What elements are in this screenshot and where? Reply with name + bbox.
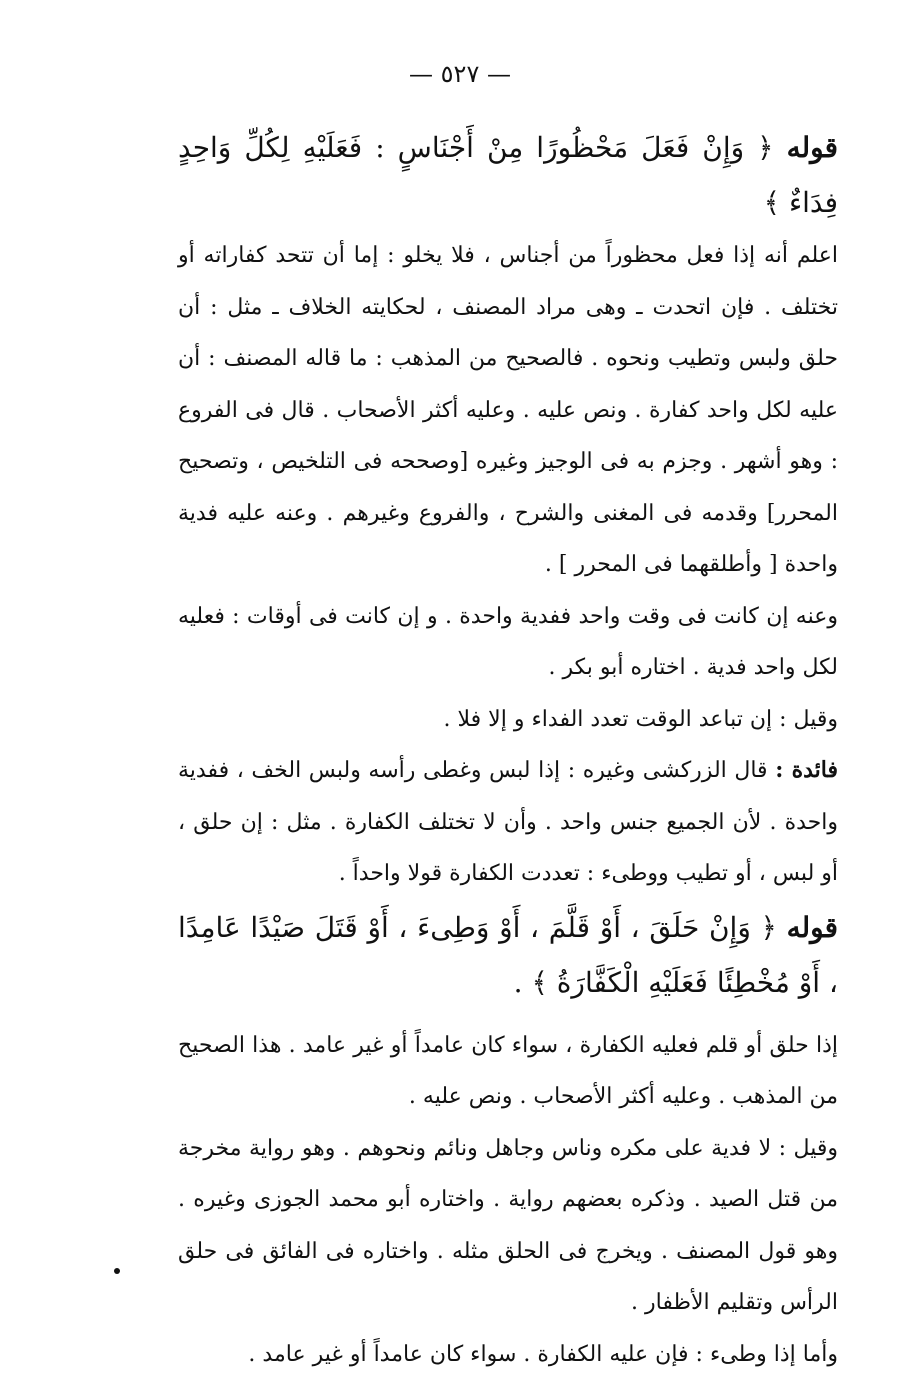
paragraph-1	[178, 230, 838, 591]
paragraph-text: إذا حلق أو قلم فعليه الكفارة ، سواء كان عامداً أو غير عامد . هذا الصحيح من المذهب . وعليه أكثر الأصحاب . ونص عليه .	[178, 1033, 838, 1110]
paragraph-text: وقيل : لا فدية على مكره وناس وجاهل ونائم ونحوهم . وهو رواية مخرجة من قتل الصيد . وذكره بعضهم رواية . واختاره أبو محمد الجوزى وغيره . وهو قول المصنف . ويخرج فى الحلق مثله . واختاره فى الفائق فى حلق الرأس وتقليم الأظفار .	[178, 1136, 838, 1316]
paragraph-6	[178, 1329, 838, 1380]
paragraph-5	[178, 1123, 838, 1329]
paragraph-text: قال الزركشى وغيره : إذا لبس وغطى رأسه ولبس الخف ، ففدية واحدة . لأن الجميع جنس واحد . وأن لا تختلف الكفارة . مثل : إن حلق ، أو لبس ، أو تطيب ووطىء : تعددت الكفارة قولا واحداً .	[178, 758, 838, 886]
fayida-paragraph	[178, 745, 838, 900]
lead-word: قوله	[787, 131, 838, 164]
paragraph-3	[178, 694, 838, 746]
paragraph-text: وعنه إن كانت فى وقت واحد ففدية واحدة . و إن كانت فى أوقات : فعليه لكل واحد فدية . اختاره أبو بكر .	[178, 604, 838, 681]
paragraph-text: اعلم أنه إذا فعل محظوراً من أجناس ، فلا يخلو : إما أن تتحد كفاراته أو تختلف . فإن اتحدت ـ وهى مراد المصنف ، لحكايته الخلاف ـ مثل : أن حلق ولبس وتطيب ونحوه . فالصحيح من المذهب : ما قاله المصنف : أن عليه لكل واحد كفارة . ونص عليه . وعليه أكثر الأصحاب . قال فى الفروع : وهو أشهر . وجزم به فى الوجيز وغيره [وصححه فى التلخيص ، وتصحيح المحرر] وقدمه فى المغنى والشرح ، والفروع وغيرهم . وعنه عليه فدية واحدة [ وأطلقهما فى المحرر ] .	[178, 243, 838, 577]
paragraph-text: وأما إذا وطىء : فإن عليه الكفارة . سواء كان عامداً أو غير عامد .	[248, 1342, 838, 1367]
lead-word: قوله	[787, 911, 838, 944]
ink-dot	[114, 1268, 120, 1274]
paragraph-4	[178, 1020, 838, 1123]
paragraph-text: وقيل : إن تباعد الوقت تعدد الفداء و إلا فلا .	[444, 707, 838, 732]
heading-verse-2	[178, 900, 838, 1010]
heading-verse-1	[178, 120, 838, 230]
page-number: — ٥٢٧ —	[0, 60, 920, 88]
fayida-label: فائدة :	[775, 757, 838, 783]
verse-text: ﴿ وَإِنْ حَلَقَ ، أَوْ قَلَّمَ ، أَوْ وَطِىءَ ، أَوْ قَتَلَ صَيْدًا عَامِدًا ، أَوْ مُخْطِئًا فَعَلَيْهِ الْكَفَّارَةُ ﴾ .	[178, 911, 838, 999]
verse-text: ﴿ وَإِنْ فَعَلَ مَحْظُورًا مِنْ أَجْنَاسٍ : فَعَلَيْهِ لِكُلِّ وَاحِدٍ فِدَاءٌ ﴾	[178, 131, 838, 219]
paragraph-2	[178, 591, 838, 694]
page-body	[178, 120, 838, 1380]
